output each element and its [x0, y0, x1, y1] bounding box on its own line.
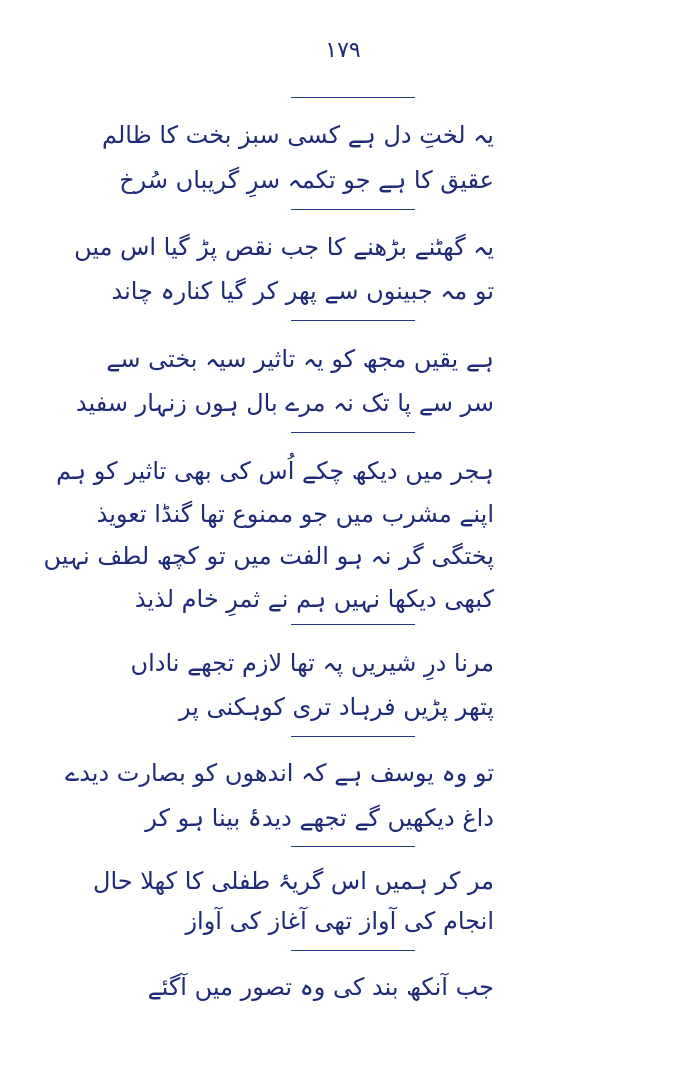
verse-line: سر سے پا تک نہ مرے بال ہوں زنہار سفید	[75, 389, 494, 417]
separator-rule	[291, 432, 415, 433]
separator-rule	[291, 846, 415, 847]
separator-rule	[291, 950, 415, 951]
separator-rule	[291, 97, 415, 98]
separator-rule	[291, 736, 415, 737]
verse-line: انجام کی آواز تھی آغاز کی آواز	[185, 907, 494, 935]
verse-line: اپنے مشرب میں جو ممنوع تھا گنڈا تعویذ	[96, 500, 494, 528]
verse-line: مرنا درِ شیریں پہ تھا لازم تجھے ناداں	[130, 649, 494, 677]
verse-line: پتھر پڑیں فرہاد تری کوہکنی پر	[178, 693, 494, 721]
separator-rule	[291, 624, 415, 625]
verse-line: عقیق کا ہے جو تکمہ سرِ گریباں سُرخ	[119, 166, 494, 194]
verse-line: مر کر ہمیں اس گریۂ طفلی کا کھلا حال	[93, 867, 494, 895]
page-number: ۱۷۹	[325, 38, 361, 63]
verse-line: یہ لختِ دل ہے کسی سبز بخت کا ظالم	[101, 121, 494, 149]
verse-line: یہ گھٹنے بڑھنے کا جب نقص پڑ گیا اس میں	[74, 233, 494, 261]
verse-line: تو مہ جبینوں سے پھر کر گیا کنارہ چاند	[111, 277, 494, 305]
verse-line: پختگی گر نہ ہو الفت میں تو کچھ لطف نہیں	[43, 542, 494, 570]
verse-line: جب آنکھ بند کی وہ تصور میں آگئے	[147, 973, 494, 1001]
verse-line: ہجر میں دیکھ چکے اُس کی بھی تاثیر کو ہم	[56, 457, 494, 485]
separator-rule	[291, 320, 415, 321]
verse-line: کبھی دیکھا نہیں ہم نے ثمرِ خام لذیذ	[134, 585, 494, 613]
verse-line: ہے یقیں مجھ کو یہ تاثیر سیہ بختی سے	[106, 345, 494, 373]
verse-line: داغ دیکھیں گے تجھے دیدۂ بینا ہو کر	[145, 804, 494, 832]
separator-rule	[291, 209, 415, 210]
verse-line: تو وہ یوسف ہے کہ اندھوں کو بصارت دیدے	[65, 759, 494, 787]
